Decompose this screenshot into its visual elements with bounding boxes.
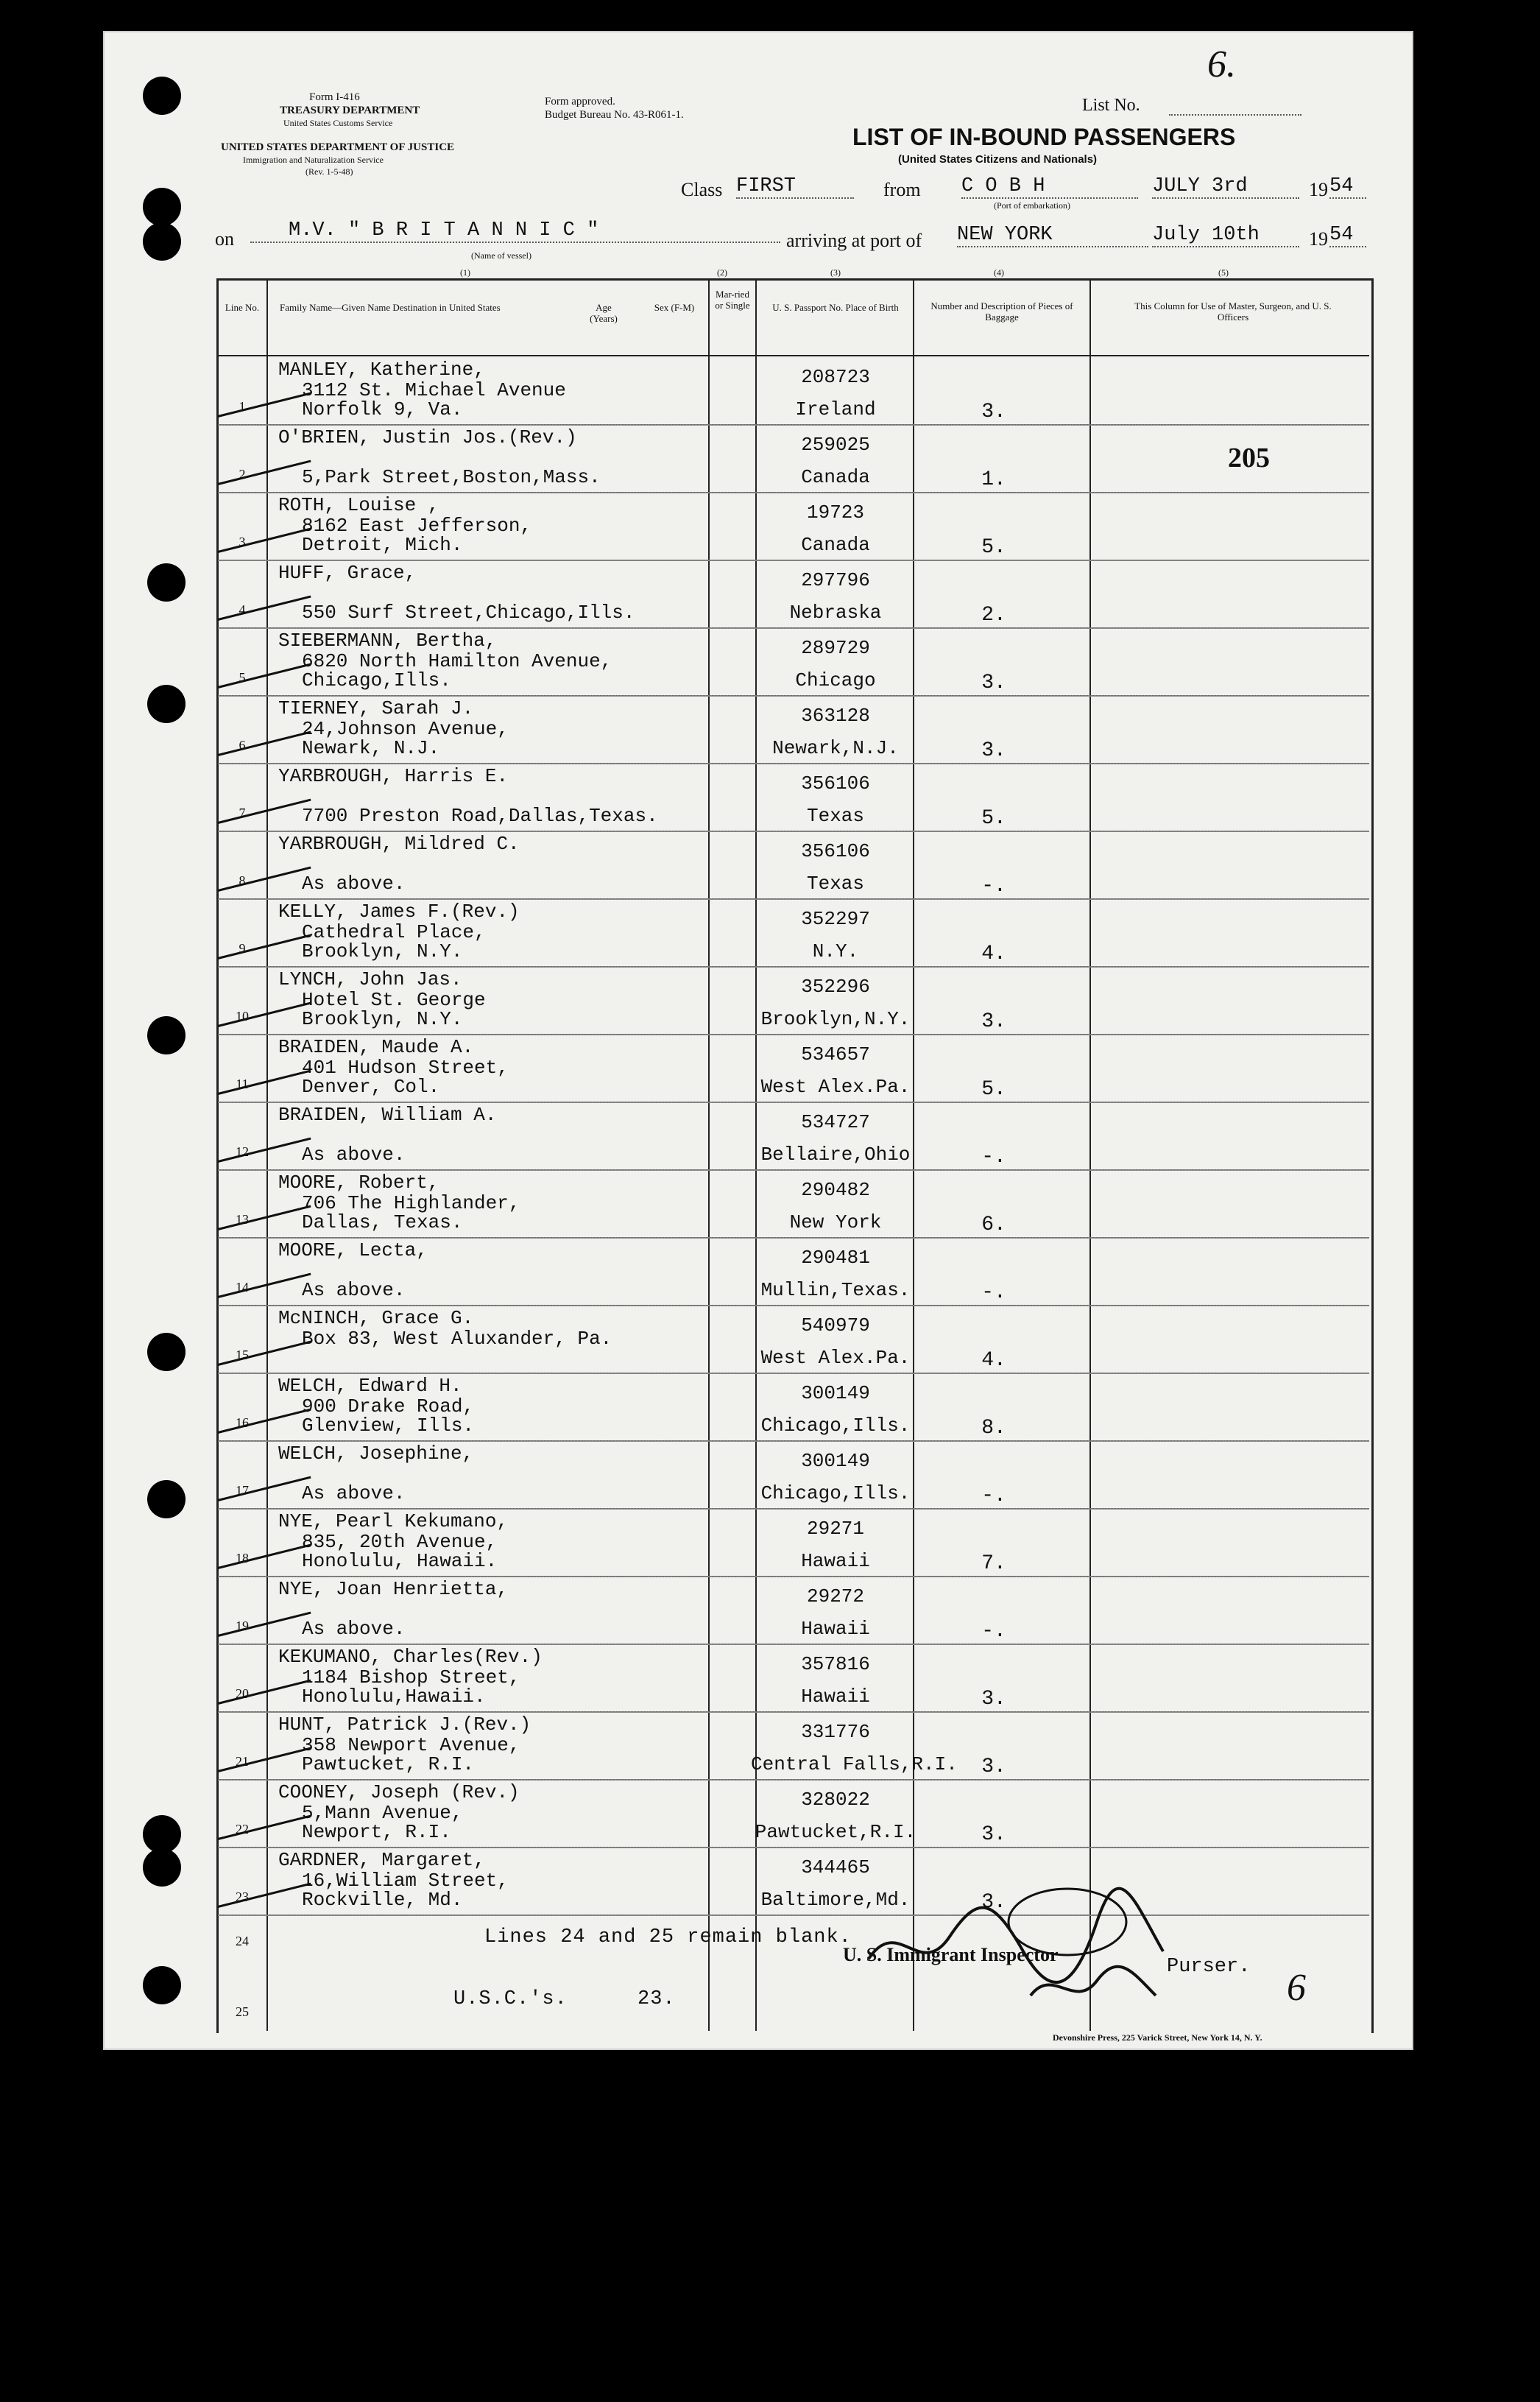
passenger-address: Box 83, West Aluxander, Pa. xyxy=(302,1328,612,1350)
passenger-destination: Chicago,Ills. xyxy=(302,669,451,691)
passport-number: 363128 xyxy=(801,705,870,727)
passenger-address: 24,Johnson Avenue, xyxy=(302,718,509,740)
line-number: 3 xyxy=(239,535,246,549)
passenger-address: 8162 East Jefferson, xyxy=(302,515,532,537)
baggage-count: -. xyxy=(981,1281,1006,1304)
line-number: 14 xyxy=(236,1280,249,1295)
passenger-name: YARBROUGH, Harris E. xyxy=(278,765,509,787)
col-number-2: (2) xyxy=(717,267,727,278)
header-age: Age (Years) xyxy=(590,302,618,324)
place-of-birth: Mullin,Texas. xyxy=(760,1279,911,1301)
baggage-count: 4. xyxy=(981,1349,1006,1372)
passenger-name: KELLY, James F.(Rev.) xyxy=(278,901,520,923)
passport-number: 300149 xyxy=(801,1450,870,1472)
baggage-count: -. xyxy=(981,1146,1006,1169)
passenger-address: 706 The Highlander, xyxy=(302,1192,520,1214)
arrival-year-prefix: 19 xyxy=(1309,228,1328,250)
col-divider xyxy=(266,280,268,2031)
passport-number: 290481 xyxy=(801,1247,870,1269)
baggage-count: 3. xyxy=(981,1891,1006,1914)
place-of-birth: Hawaii xyxy=(801,1686,870,1708)
passport-number: 208723 xyxy=(801,366,870,388)
place-of-birth: Bellaire,Ohio xyxy=(760,1144,911,1166)
line-number: 16 xyxy=(236,1415,249,1430)
binder-hole xyxy=(147,1016,186,1054)
baggage-count: -. xyxy=(981,1620,1006,1643)
header-rule xyxy=(216,355,1369,356)
baggage-count: 3. xyxy=(981,672,1006,694)
passenger-name: MOORE, Lecta, xyxy=(278,1239,428,1261)
departure-year-prefix: 19 xyxy=(1309,179,1328,200)
approval-label: Form approved. xyxy=(545,96,615,108)
stamp-number: 205 xyxy=(1228,443,1270,473)
line-number: 21 xyxy=(236,1754,249,1769)
line-number: 20 xyxy=(236,1686,249,1701)
row-rule xyxy=(218,1373,1369,1374)
passenger-name: ROTH, Louise , xyxy=(278,494,439,516)
passport-number: 534657 xyxy=(801,1043,870,1066)
usc-total-count: 23. xyxy=(637,1988,676,2010)
purser-label: Purser. xyxy=(1167,1956,1251,1978)
binder-hole xyxy=(147,563,186,602)
baggage-count: -. xyxy=(981,875,1006,898)
row-rule xyxy=(218,1779,1369,1781)
passenger-name: MANLEY, Katherine, xyxy=(278,359,485,381)
baggage-count: 5. xyxy=(981,1078,1006,1101)
place-of-birth: New York xyxy=(789,1211,882,1233)
passport-number: 300149 xyxy=(801,1382,870,1404)
baggage-count: 3. xyxy=(981,1755,1006,1778)
passenger-name: WELCH, Edward H. xyxy=(278,1375,462,1397)
page-number-bottom: 6 xyxy=(1287,1967,1306,2009)
line-number: 15 xyxy=(236,1348,249,1362)
line-number: 19 xyxy=(236,1619,249,1633)
passenger-name: O'BRIEN, Justin Jos.(Rev.) xyxy=(278,426,577,448)
class-field: FIRST xyxy=(736,175,854,199)
col-divider xyxy=(1089,280,1091,2031)
from-label: from xyxy=(883,179,921,200)
header-officers: This Column for Use of Master, Surgeon, and U. S. Officers xyxy=(1134,300,1332,323)
inspector-label: U. S. Immigrant Inspector xyxy=(843,1944,1059,1965)
line-number: 12 xyxy=(236,1144,249,1159)
passport-number: 356106 xyxy=(801,840,870,862)
passport-number: 259025 xyxy=(801,434,870,456)
passenger-name: HUFF, Grace, xyxy=(278,562,417,584)
place-of-birth: Chicago,Ills. xyxy=(760,1415,911,1437)
passport-number: 19723 xyxy=(806,501,864,524)
passenger-name: MOORE, Robert, xyxy=(278,1172,439,1194)
passport-number: 290482 xyxy=(801,1179,870,1201)
treasury-label: TREASURY DEPARTMENT xyxy=(280,105,420,116)
passport-number: 289729 xyxy=(801,637,870,659)
line-number: 24 xyxy=(236,1934,249,1948)
passenger-destination: Honolulu, Hawaii. xyxy=(302,1550,498,1572)
row-rule xyxy=(218,1847,1369,1848)
ins-label: Immigration and Naturalization Service xyxy=(243,155,384,165)
row-rule xyxy=(218,424,1369,426)
row-rule xyxy=(218,763,1369,764)
place-of-birth: Central Falls,R.I. xyxy=(751,1753,958,1775)
passenger-destination: As above. xyxy=(302,1144,406,1166)
row-rule xyxy=(218,1305,1369,1306)
passenger-name: WELCH, Josephine, xyxy=(278,1443,474,1465)
baggage-count: 3. xyxy=(981,401,1006,423)
col-number-4: (4) xyxy=(994,267,1004,278)
passenger-name: BRAIDEN, William A. xyxy=(278,1104,497,1126)
line-number: 22 xyxy=(236,1822,249,1836)
passenger-name: GARDNER, Margaret, xyxy=(278,1849,485,1871)
passport-number: 344465 xyxy=(801,1856,870,1878)
row-rule xyxy=(218,1644,1369,1645)
from-field: C O B H xyxy=(961,175,1138,199)
passenger-address: 900 Drake Road, xyxy=(302,1395,475,1417)
row-rule xyxy=(218,966,1369,968)
header-passport: U. S. Passport No. Place of Birth xyxy=(772,302,899,313)
vessel-field xyxy=(250,219,780,243)
row-rule xyxy=(218,898,1369,900)
line-number: 7 xyxy=(239,806,246,820)
passenger-destination: Norfolk 9, Va. xyxy=(302,398,463,420)
baggage-count: 3. xyxy=(981,1688,1006,1711)
binder-hole xyxy=(143,77,181,115)
header-name: Family Name—Given Name Destination in United States xyxy=(280,302,501,313)
place-of-birth: Newark,N.J. xyxy=(772,737,899,759)
departure-year-field: 54 xyxy=(1329,175,1366,199)
col-number-1: (1) xyxy=(460,267,470,278)
passenger-address: 401 Hudson Street, xyxy=(302,1057,509,1079)
passenger-address: Hotel St. George xyxy=(302,989,486,1011)
baggage-count: 1. xyxy=(981,468,1006,491)
passenger-destination: Glenview, Ills. xyxy=(302,1415,475,1437)
place-of-birth: Chicago xyxy=(795,669,876,691)
budget-label: Budget Bureau No. 43-R061-1. xyxy=(545,109,684,121)
binder-hole xyxy=(147,1480,186,1518)
place-of-birth: West Alex.Pa. xyxy=(760,1076,911,1098)
passenger-destination: As above. xyxy=(302,1482,406,1504)
baggage-count: 5. xyxy=(981,807,1006,830)
row-rule xyxy=(218,1440,1369,1442)
revision-label: (Rev. 1-5-48) xyxy=(305,166,353,177)
passenger-name: HUNT, Patrick J.(Rev.) xyxy=(278,1714,531,1736)
passenger-address: 5,Mann Avenue, xyxy=(302,1802,463,1824)
passenger-destination: Brooklyn, N.Y. xyxy=(302,940,463,962)
place-of-birth: Ireland xyxy=(795,398,876,420)
passenger-address: 16,William Street, xyxy=(302,1870,509,1892)
binder-hole xyxy=(143,1966,181,2004)
class-label: Class xyxy=(681,179,723,200)
list-subtitle: (United States Citizens and Nationals) xyxy=(898,153,1098,166)
baggage-count: 5. xyxy=(981,536,1006,559)
vessel-name: M.V. " B R I T A N N I C " xyxy=(289,219,599,242)
header-sex: Sex (F-M) xyxy=(654,302,695,313)
place-of-birth: Pawtucket,R.I. xyxy=(755,1821,916,1843)
baggage-count: 3. xyxy=(981,1823,1006,1846)
vessel-caption: (Name of vessel) xyxy=(471,250,531,261)
line-number: 23 xyxy=(236,1889,249,1904)
row-rule xyxy=(218,1034,1369,1035)
passenger-destination: Newark, N.J. xyxy=(302,737,440,759)
place-of-birth: Hawaii xyxy=(801,1618,870,1640)
passport-number: 297796 xyxy=(801,569,870,591)
line-number: 17 xyxy=(236,1483,249,1498)
arrival-date-field: July 10th xyxy=(1152,224,1299,247)
row-rule xyxy=(218,627,1369,629)
header-baggage: Number and Description of Pieces of Baggage xyxy=(930,300,1073,323)
passenger-name: SIEBERMANN, Bertha, xyxy=(278,630,497,652)
signature-scribble xyxy=(854,1870,1193,2018)
line-number: 5 xyxy=(239,670,246,685)
passenger-destination: Newport, R.I. xyxy=(302,1821,451,1843)
arriving-label: arriving at port of xyxy=(786,230,922,251)
passenger-destination: As above. xyxy=(302,1279,406,1301)
header-line-no: Line No. xyxy=(225,302,260,313)
place-of-birth: Canada xyxy=(801,534,870,556)
binder-hole xyxy=(147,1333,186,1371)
passenger-address: 835, 20th Avenue, xyxy=(302,1531,498,1553)
baggage-count: 2. xyxy=(981,604,1006,627)
place-of-birth: Baltimore,Md. xyxy=(760,1889,911,1911)
justice-label: UNITED STATES DEPARTMENT OF JUSTICE xyxy=(221,141,455,153)
form-number: Form I-416 xyxy=(309,91,360,103)
baggage-count: 3. xyxy=(981,1010,1006,1033)
line-number: 25 xyxy=(236,2004,249,2019)
passenger-destination: Denver, Col. xyxy=(302,1076,440,1098)
list-no-field xyxy=(1169,114,1301,116)
passenger-address: 358 Newport Avenue, xyxy=(302,1734,520,1756)
row-rule xyxy=(218,560,1369,561)
passenger-name: McNINCH, Grace G. xyxy=(278,1307,474,1329)
on-label: on xyxy=(215,228,234,250)
baggage-count: 6. xyxy=(981,1214,1006,1236)
line-number: 11 xyxy=(236,1077,249,1091)
baggage-count: 3. xyxy=(981,739,1006,762)
place-of-birth: Texas xyxy=(806,873,864,895)
departure-date-field: JULY 3rd xyxy=(1152,175,1299,199)
passenger-destination: Brooklyn, N.Y. xyxy=(302,1008,463,1030)
customs-label: United States Customs Service xyxy=(283,118,393,128)
usc-total-label: U.S.C.'s. xyxy=(453,1988,568,2010)
line-number: 8 xyxy=(239,873,246,888)
passenger-address: 6820 North Hamilton Avenue, xyxy=(302,650,612,672)
row-rule xyxy=(218,1237,1369,1239)
col-number-3: (3) xyxy=(830,267,841,278)
arrival-year-field: 54 xyxy=(1329,224,1366,247)
baggage-count: 8. xyxy=(981,1417,1006,1440)
col-number-5: (5) xyxy=(1218,267,1229,278)
binder-hole xyxy=(143,188,181,226)
line-number: 2 xyxy=(239,467,246,482)
passenger-destination: Detroit, Mich. xyxy=(302,534,463,556)
list-no-label: List No. xyxy=(1082,96,1140,115)
passenger-destination: As above. xyxy=(302,873,406,895)
row-rule xyxy=(218,1576,1369,1577)
row-rule xyxy=(218,831,1369,832)
embark-caption: (Port of embarkation) xyxy=(994,200,1070,211)
passenger-destination: Honolulu,Hawaii. xyxy=(302,1686,486,1708)
baggage-count: -. xyxy=(981,1484,1006,1507)
col-divider xyxy=(708,280,710,2031)
place-of-birth: Hawaii xyxy=(801,1550,870,1572)
place-of-birth: N.Y. xyxy=(812,940,859,962)
arrival-port-field: NEW YORK xyxy=(957,224,1148,247)
page-number: 6. xyxy=(1207,43,1236,85)
blank-lines-note: Lines 24 and 25 remain blank. xyxy=(484,1926,852,1948)
passport-number: 356106 xyxy=(801,772,870,795)
passenger-address: 1184 Bishop Street, xyxy=(302,1666,520,1688)
passport-number: 352297 xyxy=(801,908,870,930)
line-number: 6 xyxy=(239,738,246,753)
passenger-destination: As above. xyxy=(302,1618,406,1640)
place-of-birth: Chicago,Ills. xyxy=(760,1482,911,1504)
passenger-destination: Rockville, Md. xyxy=(302,1889,463,1911)
row-rule xyxy=(218,695,1369,697)
passport-number: 540979 xyxy=(801,1314,870,1336)
passenger-name: BRAIDEN, Maude A. xyxy=(278,1036,474,1058)
place-of-birth: Canada xyxy=(801,466,870,488)
baggage-count: 4. xyxy=(981,943,1006,965)
row-rule xyxy=(218,1508,1369,1510)
passenger-name: COONEY, Joseph (Rev.) xyxy=(278,1781,520,1803)
row-rule xyxy=(218,492,1369,493)
passport-number: 534727 xyxy=(801,1111,870,1133)
line-number: 9 xyxy=(239,941,246,956)
passenger-destination: 7700 Preston Road,Dallas,Texas. xyxy=(302,805,658,827)
passenger-destination: 5,Park Street,Boston,Mass. xyxy=(302,466,601,488)
place-of-birth: Nebraska xyxy=(789,602,882,624)
row-rule xyxy=(218,1102,1369,1103)
passenger-name: KEKUMANO, Charles(Rev.) xyxy=(278,1646,543,1668)
passenger-name: NYE, Joan Henrietta, xyxy=(278,1578,509,1600)
passport-number: 29272 xyxy=(806,1585,864,1607)
binder-hole xyxy=(143,222,181,261)
passport-number: 357816 xyxy=(801,1653,870,1675)
place-of-birth: West Alex.Pa. xyxy=(760,1347,911,1369)
place-of-birth: Brooklyn,N.Y. xyxy=(760,1008,911,1030)
line-number: 1 xyxy=(239,399,246,414)
passenger-destination: 550 Surf Street,Chicago,Ills. xyxy=(302,602,635,624)
row-rule xyxy=(218,1711,1369,1713)
passenger-name: TIERNEY, Sarah J. xyxy=(278,697,474,719)
passenger-destination: Pawtucket, R.I. xyxy=(302,1753,475,1775)
passport-number: 352296 xyxy=(801,976,870,998)
passport-number: 328022 xyxy=(801,1789,870,1811)
press-imprint: Devonshire Press, 225 Varick Street, New York 14, N. Y. xyxy=(1053,2032,1262,2043)
row-rule xyxy=(218,1915,1369,1916)
row-rule xyxy=(218,1169,1369,1171)
binder-hole xyxy=(147,685,186,723)
binder-hole xyxy=(143,1848,181,1887)
passenger-address: Cathedral Place, xyxy=(302,921,486,943)
passport-number: 29271 xyxy=(806,1518,864,1540)
header-married: Mar-ried or Single xyxy=(715,289,750,311)
line-number: 18 xyxy=(236,1551,249,1565)
passenger-address: 3112 St. Michael Avenue xyxy=(302,379,566,401)
passport-number: 331776 xyxy=(801,1721,870,1743)
passenger-destination: Dallas, Texas. xyxy=(302,1211,463,1233)
line-number: 13 xyxy=(236,1212,249,1227)
list-title: LIST OF IN-BOUND PASSENGERS xyxy=(852,124,1236,150)
passenger-name: LYNCH, John Jas. xyxy=(278,968,462,990)
baggage-count: 7. xyxy=(981,1552,1006,1575)
passenger-name: YARBROUGH, Mildred C. xyxy=(278,833,520,855)
place-of-birth: Texas xyxy=(806,805,864,827)
line-number: 10 xyxy=(236,1009,249,1024)
passenger-name: NYE, Pearl Kekumano, xyxy=(278,1510,509,1532)
line-number: 4 xyxy=(239,602,246,617)
